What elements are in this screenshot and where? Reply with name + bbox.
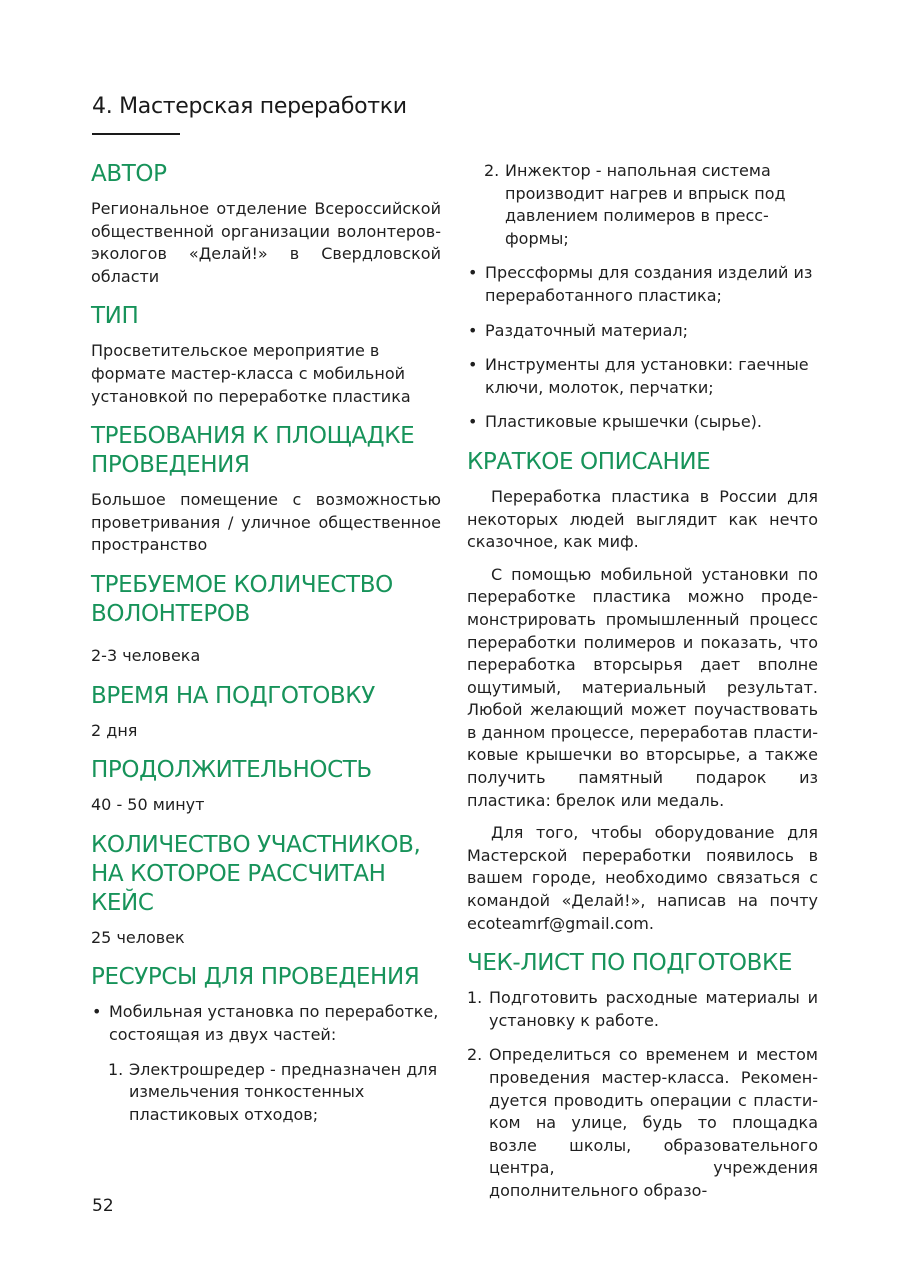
author-text: Региональное отделение Всероссийской общественной организации волонтеров-экологов «Делай!» в Свердловской области — [91, 199, 441, 286]
type-text: Просветительское мероприятие в формате мастер-класса с мобильной установкой по переработке пластика — [91, 341, 411, 406]
summary-paragraph: Для того, чтобы оборудование для Мастерской переработки появилось в вашем городе, необходимо связаться с командой «Делай!», написав на почту ecoteamrf@gmail.com. — [467, 823, 818, 933]
list-item: • Мобильная установка по переработке, состоящая из двух частей: — [91, 1001, 441, 1046]
list-number: 2. — [484, 161, 500, 180]
resources-sublist — [91, 1059, 441, 1127]
list-item: • Раздаточный материал; — [467, 320, 818, 343]
list-item — [467, 160, 818, 250]
page-number: 52 — [92, 1196, 114, 1216]
list-number: 1. — [108, 1059, 124, 1079]
list-item: • Инструменты для установки: гаечные ключи, молоток, перчатки; — [467, 354, 818, 399]
list-number: 2. — [467, 1045, 483, 1065]
duration-heading: ПРОДОЛЖИТЕЛЬНОСТЬ — [91, 757, 372, 784]
list-item-text: Инжектор - напольная система производит нагрев и впрыск под давлением полимеров в прессформы; — [505, 161, 786, 248]
venue-text: Большое помещение с возможностью проветривания / уличное общественное пространство — [91, 490, 441, 555]
summary-heading: КРАТКОЕ ОПИСАНИЕ — [467, 448, 711, 475]
duration-text: 40 - 50 минут — [91, 795, 205, 815]
left-column — [91, 160, 441, 1138]
page-title: 4. Мастерская переработки — [92, 94, 407, 119]
participants-heading: КОЛИЧЕСТВО УЧАСТНИКОВ, НА КОТОРОЕ РАССЧИТАН КЕЙС — [91, 831, 421, 916]
list-number: 1. — [467, 988, 483, 1008]
title-underline — [92, 133, 180, 135]
type-heading: ТИП — [91, 303, 139, 330]
summary-paragraph: Переработка пластика в России для некоторых людей выглядит как нечто сказочное, как миф. — [467, 486, 818, 552]
prep-heading: ВРЕМЯ НА ПОДГОТОВКУ — [91, 682, 375, 709]
author-heading: АВТОР — [91, 161, 167, 187]
checklist-heading: ЧЕК-ЛИСТ ПО ПОДГОТОВКЕ — [467, 950, 793, 977]
volunteers-heading: ТРЕБУЕМОЕ КОЛИЧЕСТВО ВОЛОНТЕРОВ — [91, 571, 393, 627]
list-item — [91, 1059, 441, 1127]
volunteers-text: 2-3 человека — [91, 645, 201, 665]
resources-list — [91, 1001, 441, 1046]
venue-heading: ТРЕБОВАНИЯ К ПЛОЩАДКЕ ПРОВЕДЕНИЯ — [91, 423, 415, 479]
list-item: • Прессформы для создания изделий из переработанного пластика; — [467, 262, 818, 307]
right-column — [467, 160, 818, 1215]
resources-heading: РЕСУРСЫ ДЛЯ ПРОВЕДЕНИЯ — [91, 964, 420, 991]
prep-text: 2 дня — [91, 720, 138, 740]
resources-sublist-continued — [467, 160, 818, 250]
summary-paragraph: С помощью мобильной установки по переработке пластика можно продемонстрировать промышленный процесс переработки полимеров и показать, что переработка вторсырья дает вполне ощутимый, материальный результат. Любой желающий может поучаствовать в данном процессе, переработав пластиковые крышечки во вторсырье, а также получить памятный подарок из пластика: брелок или медаль. — [467, 564, 818, 810]
checklist-item-text: Подготовить расходные материалы и установку к работе. — [489, 988, 818, 1030]
checklist-item — [467, 987, 818, 1032]
resources-list-continued — [467, 262, 818, 434]
list-item: • Пластиковые крышечки (сырье). — [467, 411, 818, 434]
checklist-item — [467, 1044, 818, 1202]
participants-text: 25 человек — [91, 927, 185, 947]
checklist — [467, 987, 818, 1202]
checklist-item-text: Определиться со временем и местом проведения мастер-класса. Рекомендуется проводить операции с пластиком на улице, будь то площадка возле школы, образовательного центра, учреждения дополнительного образо- — [489, 1045, 818, 1200]
list-item-text: Электрошредер - предназначен для измельчения тонкостенных пластиковых отходов; — [129, 1059, 438, 1124]
